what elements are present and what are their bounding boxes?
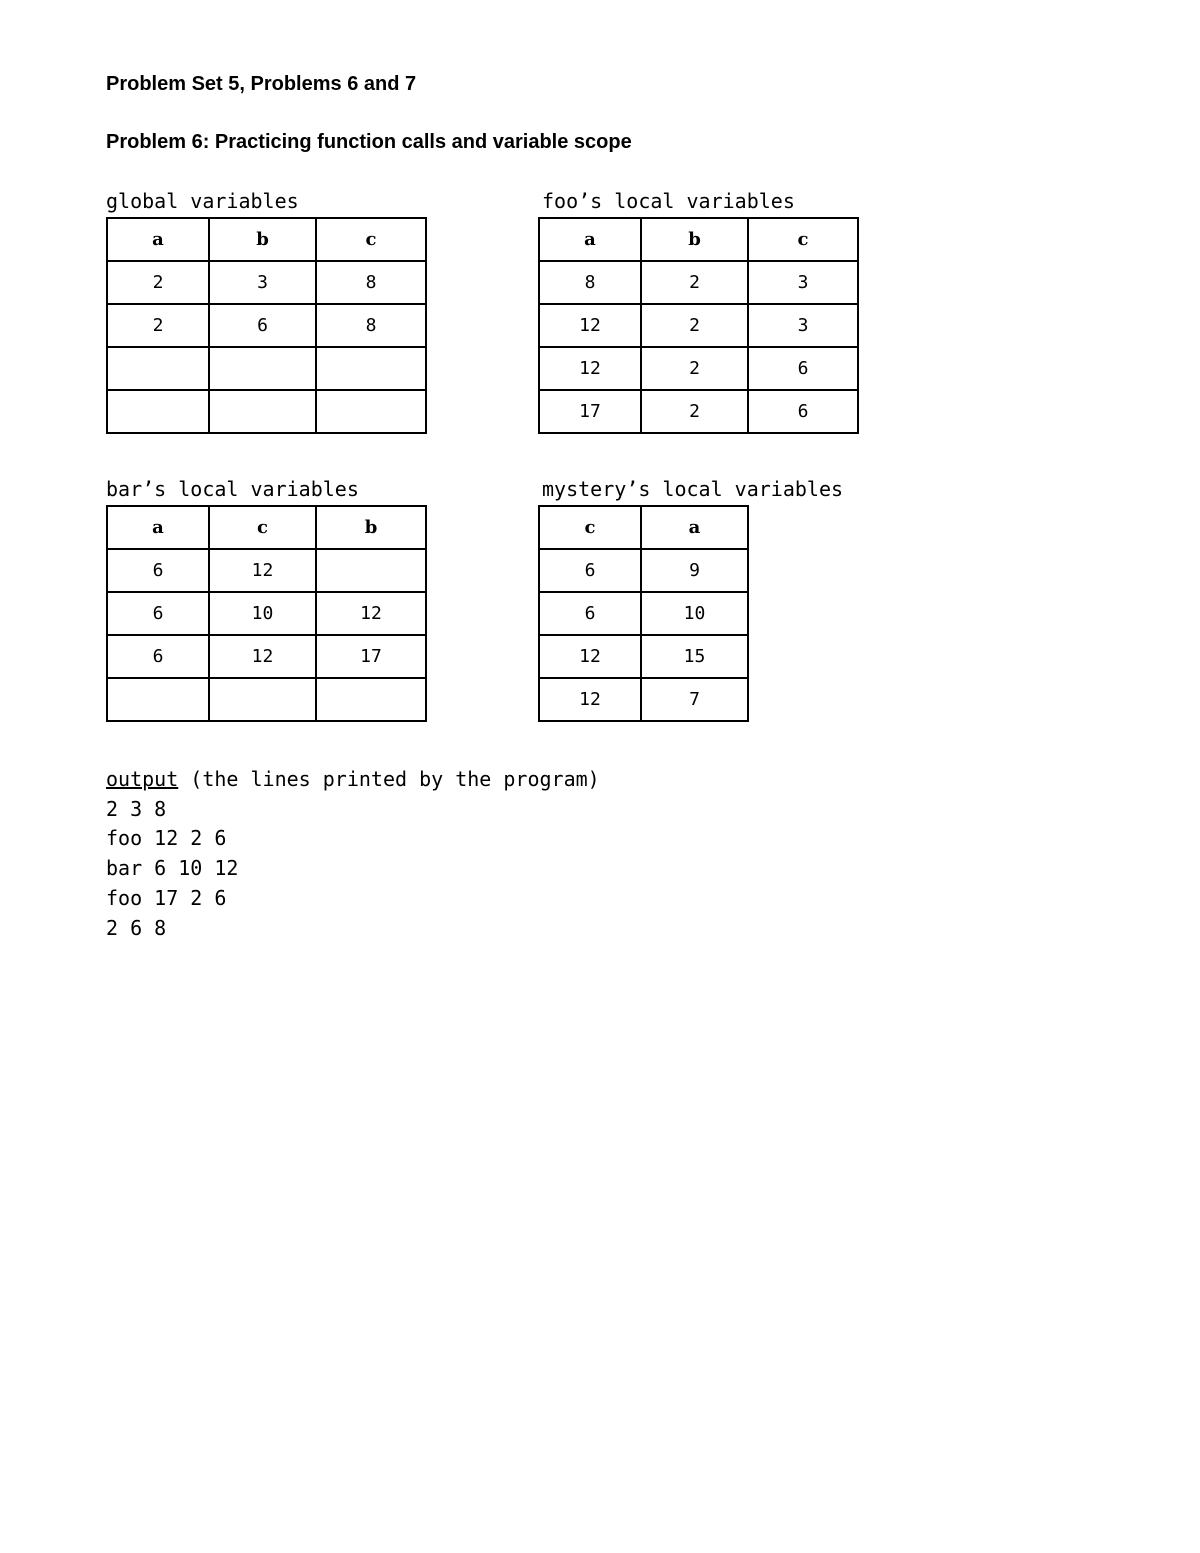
table-cell: 17 [316, 635, 426, 678]
table-cell: 2 [641, 390, 748, 433]
table-row [107, 678, 426, 721]
column-header: a [539, 218, 641, 261]
table-cell: 10 [209, 592, 316, 635]
table-row [107, 549, 426, 592]
table-cell [316, 549, 426, 592]
mystery-locals-caption: mystery’s local variables [542, 477, 844, 501]
table-cell: 6 [748, 390, 858, 433]
table-cell: 2 [107, 304, 209, 347]
table-cell: 3 [748, 304, 858, 347]
table-cell: 6 [107, 592, 209, 635]
table-cell: 6 [107, 635, 209, 678]
column-header: c [316, 218, 426, 261]
table-cell: 6 [107, 549, 209, 592]
foo-locals-caption: foo’s local variables [542, 189, 795, 213]
output-label-description: (the lines printed by the program) [178, 767, 600, 791]
table-header-row [539, 218, 858, 261]
table-header-row [107, 506, 426, 549]
table-header-row [539, 506, 748, 549]
table-cell: 12 [316, 592, 426, 635]
table-cell [209, 390, 316, 433]
table-cell: 15 [641, 635, 748, 678]
output-line: bar 6 10 12 [106, 856, 239, 881]
table-cell: 6 [209, 304, 316, 347]
column-header: c [748, 218, 858, 261]
column-header: b [209, 218, 316, 261]
foo-locals-table [538, 217, 859, 434]
table-cell: 8 [316, 304, 426, 347]
bar-locals-caption: bar’s local variables [106, 477, 359, 501]
table-cell: 8 [316, 261, 426, 304]
problem-set-title: Problem Set 5, Problems 6 and 7 [106, 73, 417, 95]
table-cell [107, 678, 209, 721]
table-cell: 12 [539, 347, 641, 390]
table-row [539, 261, 858, 304]
table-row [539, 549, 748, 592]
global-variables-caption: global variables [106, 189, 299, 213]
table-cell [316, 390, 426, 433]
table-cell: 7 [641, 678, 748, 721]
table-cell [209, 678, 316, 721]
bar-locals-table [106, 505, 427, 722]
table-row [107, 635, 426, 678]
table-cell: 6 [539, 549, 641, 592]
table-cell: 12 [539, 635, 641, 678]
global-variables-table [106, 217, 427, 434]
column-header: a [107, 218, 209, 261]
table-row [107, 592, 426, 635]
output-heading [106, 765, 600, 795]
table-row [539, 635, 748, 678]
table-cell: 8 [539, 261, 641, 304]
column-header: c [209, 506, 316, 549]
table-cell: 12 [539, 678, 641, 721]
table-cell: 3 [209, 261, 316, 304]
table-cell: 12 [209, 635, 316, 678]
table-cell: 17 [539, 390, 641, 433]
table-cell: 12 [539, 304, 641, 347]
column-header: b [316, 506, 426, 549]
table-cell [107, 347, 209, 390]
program-output [106, 765, 600, 943]
output-line: foo 12 2 6 [106, 826, 227, 851]
output-line: 2 6 8 [106, 915, 167, 940]
table-row [539, 347, 858, 390]
table-row [107, 304, 426, 347]
table-row [539, 304, 858, 347]
output-label: output [106, 767, 179, 791]
table-cell: 6 [748, 347, 858, 390]
table-row [107, 347, 426, 390]
table-cell [107, 390, 209, 433]
table-cell [316, 678, 426, 721]
table-row [539, 390, 858, 433]
problem-6-title: Problem 6: Practicing function calls and variable scope [106, 131, 632, 153]
table-cell: 9 [641, 549, 748, 592]
table-row [539, 678, 748, 721]
column-header: c [539, 506, 641, 549]
table-row [539, 592, 748, 635]
table-cell: 2 [107, 261, 209, 304]
column-header: a [641, 506, 748, 549]
table-cell: 2 [641, 261, 748, 304]
table-cell [316, 347, 426, 390]
table-header-row [107, 218, 426, 261]
table-cell: 12 [209, 549, 316, 592]
table-row [107, 390, 426, 433]
output-line: 2 3 8 [106, 796, 167, 821]
column-header: b [641, 218, 748, 261]
table-cell: 2 [641, 304, 748, 347]
table-cell: 10 [641, 592, 748, 635]
output-line: foo 17 2 6 [106, 885, 227, 910]
table-cell: 2 [641, 347, 748, 390]
column-header: a [107, 506, 209, 549]
table-row [107, 261, 426, 304]
table-cell [209, 347, 316, 390]
table-cell: 6 [539, 592, 641, 635]
table-cell: 3 [748, 261, 858, 304]
mystery-locals-table [538, 505, 749, 722]
